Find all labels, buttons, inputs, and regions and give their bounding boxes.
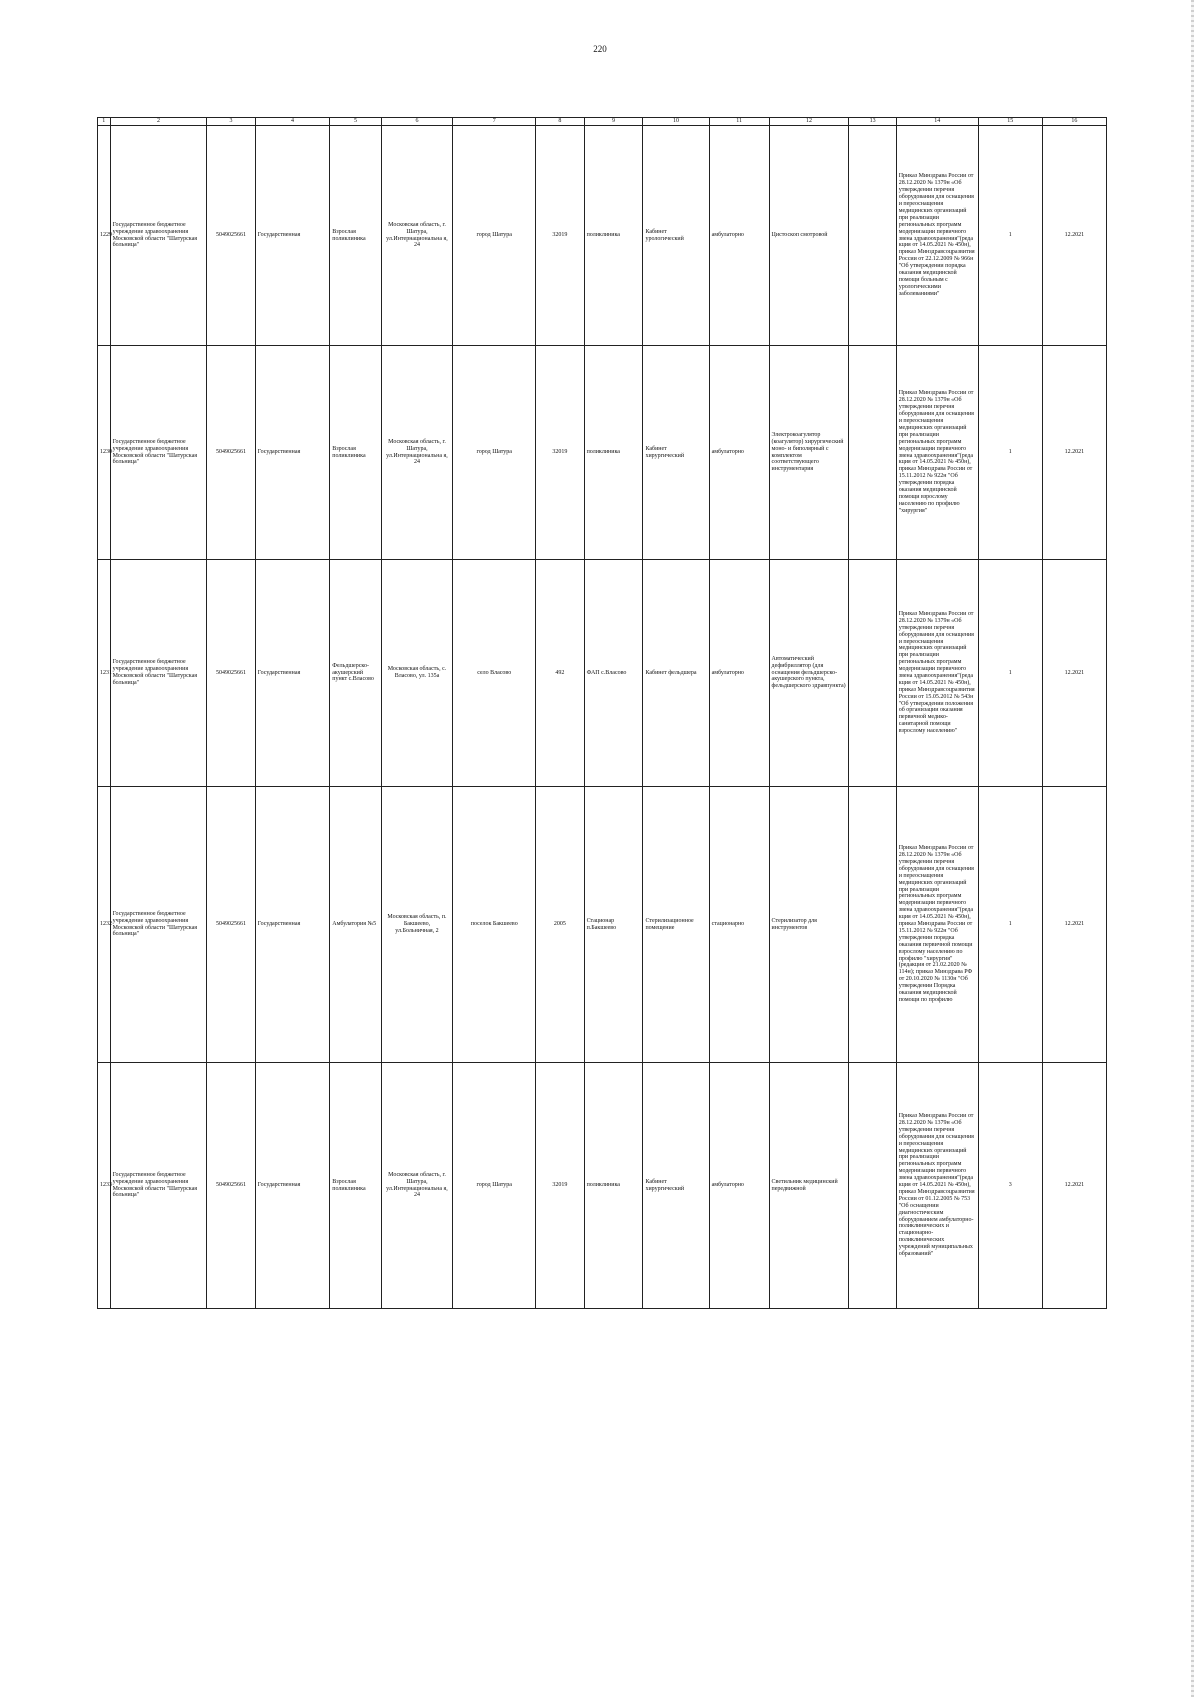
column-number: 2 <box>110 118 207 126</box>
column-number: 3 <box>207 118 255 126</box>
subunit: поликлиника <box>584 1063 643 1309</box>
room: Кабинет фельдшера <box>643 560 709 787</box>
subunit: поликлиника <box>584 346 643 560</box>
quantity: 1 <box>978 560 1042 787</box>
subunit: ФАП с.Власово <box>584 560 643 787</box>
row-number: 1231 <box>98 560 111 787</box>
inn: 5049025661 <box>207 1063 255 1309</box>
address: Московская область, г. Шатура, ул.Интернациональна я, 24 <box>381 1063 452 1309</box>
column-number: 14 <box>896 118 978 126</box>
column-13-cell <box>849 787 896 1063</box>
room: Кабинет хирургический <box>643 346 709 560</box>
column-13-cell <box>849 1063 896 1309</box>
care-form: амбулаторно <box>709 560 769 787</box>
ownership-form: Государственная <box>255 1063 330 1309</box>
column-number: 8 <box>536 118 584 126</box>
delivery-date: 12.2021 <box>1042 346 1106 560</box>
room: Стерилизационное помещение <box>643 787 709 1063</box>
delivery-date: 12.2021 <box>1042 126 1106 346</box>
row-number: 1233 <box>98 1063 111 1309</box>
column-number: 6 <box>381 118 452 126</box>
address: Московская область, п. Бакшеево, ул.Больничная, 2 <box>381 787 452 1063</box>
ownership-form: Государственная <box>255 126 330 346</box>
care-form: амбулаторно <box>709 1063 769 1309</box>
column-number-row <box>98 118 1107 126</box>
care-form: амбулаторно <box>709 126 769 346</box>
quantity: 1 <box>978 346 1042 560</box>
population: 32019 <box>536 346 584 560</box>
row-number: 1230 <box>98 346 111 560</box>
inn: 5049025661 <box>207 126 255 346</box>
page-number: 220 <box>593 44 607 54</box>
column-13-cell <box>849 346 896 560</box>
structural-unit: Взрослая поликлиника <box>330 346 382 560</box>
locality: город Шатура <box>453 346 536 560</box>
equipment-name: Электрокоагулятор (коагулятор) хирургический моно- и биполярный с комплектом соответствующего инструментария <box>769 346 849 560</box>
column-number: 15 <box>978 118 1042 126</box>
ownership-form: Государственная <box>255 346 330 560</box>
organization-name: Государственное бюджетное учреждение здравоохранения Московской области "Шатурская больница" <box>110 346 207 560</box>
scan-edge-artifact <box>1191 0 1194 1697</box>
address: Московская область, с. Власово, ул. 135а <box>381 560 452 787</box>
table-row <box>98 346 1107 560</box>
ownership-form: Государственная <box>255 560 330 787</box>
column-13-cell <box>849 560 896 787</box>
inn: 5049025661 <box>207 560 255 787</box>
column-13-cell <box>849 126 896 346</box>
table-row <box>98 1063 1107 1309</box>
population: 2005 <box>536 787 584 1063</box>
subunit: поликлиника <box>584 126 643 346</box>
delivery-date: 12.2021 <box>1042 1063 1106 1309</box>
legal-basis: Приказ Минздрава России от 28.12.2020 № 1379н «Об утверждении перечня оборудования для оснащения и переоснащения медицинских организаций при реализации региональных программ модернизации первичного звена здравоохранения"(реда кция от 14.05.2021 № 450н), приказ Минздравсоцразвития России от 15.05.2012 № 543н "Об утверждении положения об организации оказания первичной медико-санитарной помощи взрослому населению" <box>896 560 978 787</box>
column-number: 1 <box>98 118 111 126</box>
quantity: 1 <box>978 126 1042 346</box>
column-number: 4 <box>255 118 330 126</box>
locality: село Власово <box>453 560 536 787</box>
quantity: 3 <box>978 1063 1042 1309</box>
quantity: 1 <box>978 787 1042 1063</box>
delivery-date: 12.2021 <box>1042 560 1106 787</box>
column-number: 10 <box>643 118 709 126</box>
column-number: 5 <box>330 118 382 126</box>
legal-basis: Приказ Минздрава России от 28.12.2020 № 1379н «Об утверждении перечня оборудования для оснащения и переоснащения медицинских организаций при реализации региональных программ модернизации первичного звена здравоохранения"(реда кция от 14.05.2021 № 450н), приказ Минздрава России от 15.11.2012 № 922н "Об утверждении порядка оказания первичной помощи взрослому населению по профилю "хирургия" (редакция от 21.02.2020 № 114н); приказ Минздрава РФ от 20.10.2020 № 1130н "Об утверждении Порядка оказания медицинской помощи по профилю <box>896 787 978 1063</box>
locality: город Шатура <box>453 126 536 346</box>
column-number: 11 <box>709 118 769 126</box>
column-number: 13 <box>849 118 896 126</box>
equipment-name: Цистоскоп смотровой <box>769 126 849 346</box>
table-row <box>98 560 1107 787</box>
equipment-name: Светильник медицинский передвижной <box>769 1063 849 1309</box>
subunit: Стационар п.Бакшеево <box>584 787 643 1063</box>
population: 32019 <box>536 1063 584 1309</box>
row-number: 1232 <box>98 787 111 1063</box>
equipment-name: Автоматический дефибриллятор (для оснащения фельдшерско-акушерского пункта, фельдшерского здравпункта) <box>769 560 849 787</box>
equipment-table <box>97 117 1107 1309</box>
column-number: 9 <box>584 118 643 126</box>
ownership-form: Государственная <box>255 787 330 1063</box>
legal-basis: Приказ Минздрава России от 28.12.2020 № 1379н «Об утверждении перечня оборудования для оснащения и переоснащения медицинских организаций при реализации региональных программ модернизации первичного звена здравоохранения"(реда кция от 14.05.2021 № 450н), приказ Минздравсоцразвития России от 22.12.2009 № 966н "Об утверждении порядка оказания медицинской помощи больным с урологическими заболеваниями" <box>896 126 978 346</box>
care-form: стационарно <box>709 787 769 1063</box>
care-form: амбулаторно <box>709 346 769 560</box>
population: 32019 <box>536 126 584 346</box>
organization-name: Государственное бюджетное учреждение здравоохранения Московской области "Шатурская больница" <box>110 560 207 787</box>
table-row <box>98 126 1107 346</box>
structural-unit: Взрослая поликлиника <box>330 1063 382 1309</box>
address: Московская область, г. Шатура, ул.Интернациональна я, 24 <box>381 126 452 346</box>
organization-name: Государственное бюджетное учреждение здравоохранения Московской области "Шатурская больница" <box>110 787 207 1063</box>
delivery-date: 12.2021 <box>1042 787 1106 1063</box>
population: 492 <box>536 560 584 787</box>
column-number: 16 <box>1042 118 1106 126</box>
organization-name: Государственное бюджетное учреждение здравоохранения Московской области "Шатурская больница" <box>110 126 207 346</box>
column-number: 7 <box>453 118 536 126</box>
room: Кабинет хирургический <box>643 1063 709 1309</box>
organization-name: Государственное бюджетное учреждение здравоохранения Московской области "Шатурская больница" <box>110 1063 207 1309</box>
legal-basis: Приказ Минздрава России от 28.12.2020 № 1379н «Об утверждении перечня оборудования для оснащения и переоснащения медицинских организаций при реализации региональных программ модернизации первичного звена здравоохранения"(реда кция от 14.05.2021 № 450н), приказ Минздравсоцразвития России от 01.12.2005 № 753 "Об оснащении диагностическим оборудованием амбулаторно-поликлинических и стационарно-поликлинических учреждений муниципальных образований" <box>896 1063 978 1309</box>
row-number: 1229 <box>98 126 111 346</box>
inn: 5049025661 <box>207 787 255 1063</box>
locality: город Шатура <box>453 1063 536 1309</box>
column-number: 12 <box>769 118 849 126</box>
structural-unit: Амбулатория №5 <box>330 787 382 1063</box>
structural-unit: Взрослая поликлиника <box>330 126 382 346</box>
equipment-name: Стерилизатор для инструментов <box>769 787 849 1063</box>
inn: 5049025661 <box>207 346 255 560</box>
address: Московская область, г. Шатура, ул.Интернациональна я, 24 <box>381 346 452 560</box>
locality: поселок Бакшеево <box>453 787 536 1063</box>
structural-unit: Фельдшерско-акушерский пункт с.Власово <box>330 560 382 787</box>
room: Кабинет урологический <box>643 126 709 346</box>
table-row <box>98 787 1107 1063</box>
legal-basis: Приказ Минздрава России от 28.12.2020 № 1379н «Об утверждении перечня оборудования для оснащения и переоснащения медицинских организаций при реализации региональных программ модернизации первичного звена здравоохранения"(реда кция от 14.05.2021 № 450н), приказ Минздрава России от 15.11.2012 № 922н "Об утверждении порядка оказания медицинской помощи взрослому населению по профилю "хирургия" <box>896 346 978 560</box>
